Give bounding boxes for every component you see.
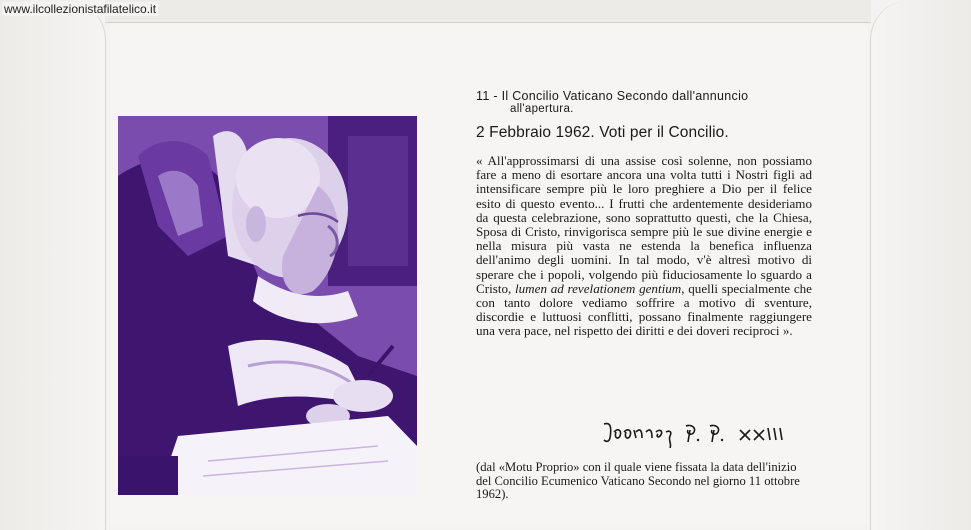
footnote: (dal «Motu Proprio» con il quale viene fissata la data dell'inizio del Concilio Ecumenico Vaticano Secondo nel giorno 11 ottobre 1962). [476,460,800,501]
quote-text-part2: , quelli specialmente che con tanto dolore vediamo soffrire a motivo di sventure, discordie e luttuosi conflitti, possano finalmente raggiungere una vera pace, nel rispetto dei diritti e dei doveri reciproci ». [476,280,812,339]
pope-portrait-photo [118,116,417,495]
handwritten-signature [600,418,820,448]
quote-paragraph [476,154,812,339]
series-title-continuation: all'apertura. [510,103,574,115]
envelope-right-flap [870,0,971,530]
series-title-line: 11 - Il Concilio Vaticano Secondo dall'annuncio [476,89,749,103]
signature-scribble [600,418,820,448]
quote-italic-phrase: lumen ad revelationem gentium [515,280,682,296]
portrait-illustration [118,116,417,495]
headline: 2 Febbraio 1962. Voti per il Concilio. [476,124,729,141]
envelope-left-flap [0,0,106,530]
series-title [476,90,812,116]
envelope-top-flap [105,0,871,23]
website-watermark: www.ilcollezionistafilatelico.it [4,2,157,16]
quote-text-part1: « All'approssimarsi di una assise così solenne, non possiamo fare a meno di esortare ancora una volta tutti i Nostri figli ad intensificare sempre più le loro preghiere a Dio per il felice esito di questo evento... I frutti che ardentemente desideriamo da questa celebrazione, sono soprattutto questi, che la Chiesa, Sposa di Cristo, rinvigorisca sempre più le sue divine energie e nella misura più vasta ne estenda la benefica influenza dell'animo degli uomini. In tal modo, v'è altresì motivo di sperare che i popoli, volgendo più fiduciosamente lo sguardo a Cristo, [476,153,812,296]
text-column [476,90,812,339]
